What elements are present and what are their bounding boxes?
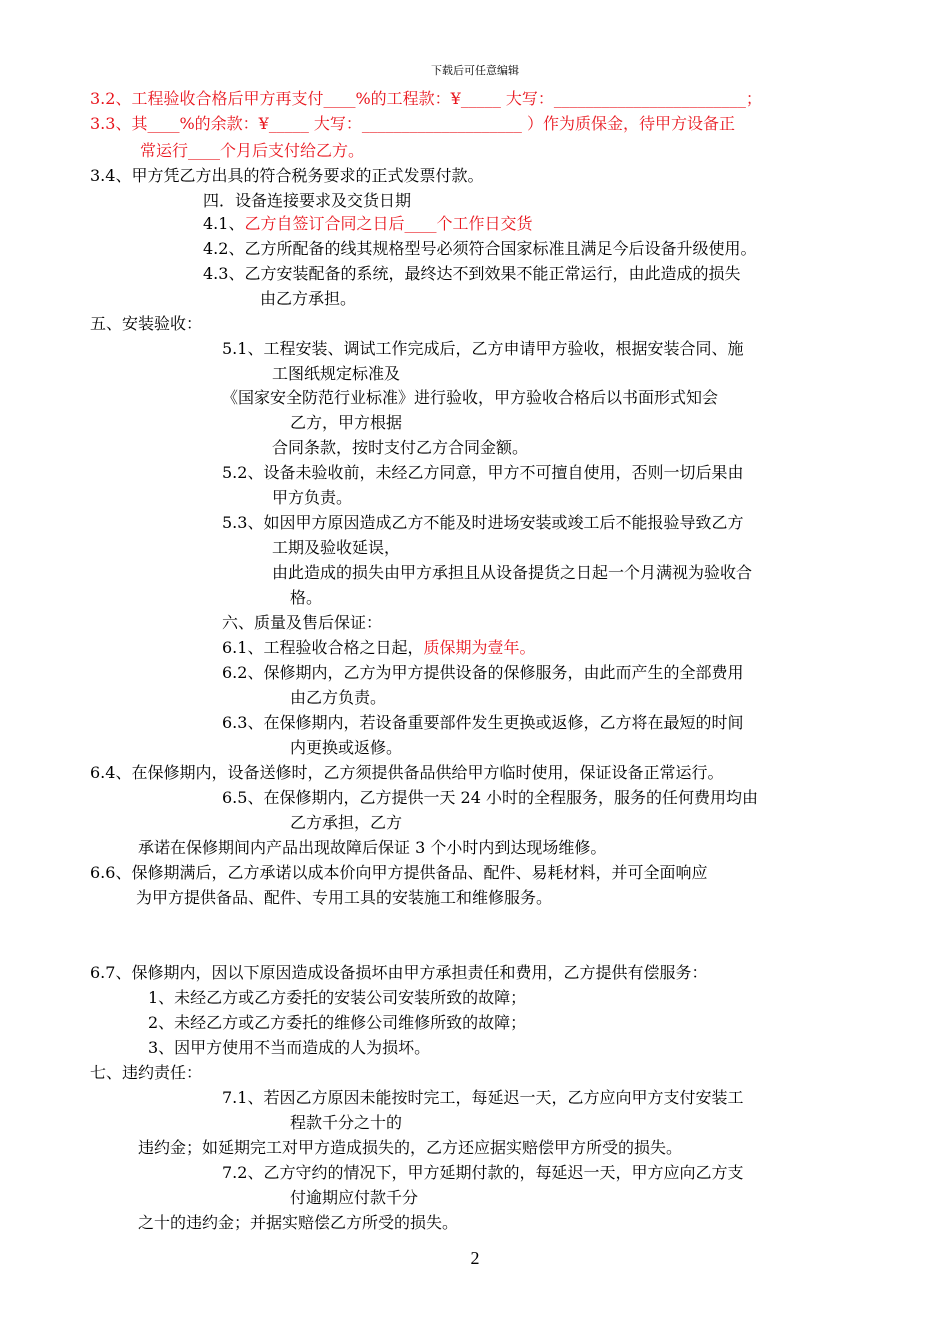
text-line: 四．设备连接要求及交货日期 <box>203 191 412 210</box>
text-line: 付逾期应付款千分 <box>290 1188 419 1207</box>
text-line: 7.1、若因乙方原因未能按时完工，每延迟一天，乙方应向甲方支付安装工 <box>222 1088 744 1107</box>
text-line: 由乙方承担。 <box>260 289 357 308</box>
text-line: 甲方负责。 <box>272 488 353 507</box>
text-line: 6.4、在保修期内，设备送修时，乙方须提供备品供给甲方临时使用，保证设备正常运行。 <box>90 763 724 782</box>
text-line: 6.3、在保修期内，若设备重要部件发生更换或返修，乙方将在最短的时间 <box>222 713 744 732</box>
text-line: 格。 <box>290 588 323 607</box>
text-line: 工图纸规定标准及 <box>272 364 401 383</box>
text-line: 由此造成的损失由甲方承担且从设备提货之日起一个月满视为验收合 <box>272 563 753 582</box>
text-line: 6.2、保修期内，乙方为甲方提供设备的保修服务，由此而产生的全部费用 <box>222 663 744 682</box>
text-line: 2、未经乙方或乙方委托的维修公司维修所致的故障； <box>148 1013 527 1032</box>
text-line: 之十的违约金；并据实赔偿乙方所受的损失。 <box>138 1213 459 1232</box>
text-line: 3、因甲方使用不当而造成的人为损坏。 <box>148 1038 431 1057</box>
text-line: 4.2、乙方所配备的线其规格型号必须符合国家标准且满足今后设备升级使用。 <box>203 239 757 258</box>
text-line: 《国家安全防范行业标准》进行验收，甲方验收合格后以书面形式知会 <box>222 388 719 407</box>
text-line: 5.1、工程安装、调试工作完成后，乙方申请甲方验收，根据安装合同、施 <box>222 339 744 358</box>
text-line: 6.5、在保修期内，乙方提供一天 24 小时的全程服务，服务的任何费用均由 <box>222 788 758 807</box>
text-line: 乙方承担，乙方 <box>290 813 403 832</box>
text-line: 3.4、甲方凭乙方出具的符合税务要求的正式发票付款。 <box>90 166 484 185</box>
page-number: 2 <box>470 1248 480 1268</box>
text-line: 内更换或返修。 <box>290 738 403 757</box>
text-line: 6.7、保修期内，因以下原因造成设备损坏由甲方承担责任和费用，乙方提供有偿服务： <box>90 963 708 982</box>
text-line: 为甲方提供备品、配件、专用工具的安装施工和维修服务。 <box>136 888 553 907</box>
text-line: 常运行____个月后支付给乙方。 <box>140 141 365 160</box>
text-line: 乙方，甲方根据 <box>290 413 403 432</box>
text-line: 5.3、如因甲方原因造成乙方不能及时进场安装或竣工后不能报验导致乙方 <box>222 513 744 532</box>
text-line: 五、安装验收： <box>90 314 203 333</box>
text-line: 违约金；如延期完工对甲方造成损失的，乙方还应据实赔偿甲方所受的损失。 <box>138 1138 683 1157</box>
text-line: 1、未经乙方或乙方委托的安装公司安装所致的故障； <box>148 988 527 1007</box>
text-line: 6.6、保修期满后，乙方承诺以成本价向甲方提供备品、配件、易耗材料，并可全面响应 <box>90 863 708 882</box>
text-line: 3.2、工程验收合格后甲方再支付____%的工程款：¥_____ 大写：________________________； <box>90 89 762 108</box>
text-line: 5.2、设备未验收前，未经乙方同意，甲方不可擅自使用，否则一切后果由 <box>222 463 744 482</box>
text-line: 3.3、其____%的余款：¥_____ 大写：____________________ ）作为质保金，待甲方设备正 <box>90 114 736 133</box>
highlighted-text: 乙方自签订合同之日后____个工作日交货 <box>244 214 533 233</box>
text-line: 合同条款，按时支付乙方合同金额。 <box>272 438 529 457</box>
text-line: 由乙方负责。 <box>290 688 387 707</box>
text-prefix: 4.1、 <box>203 214 245 233</box>
text-line: 六、质量及售后保证： <box>222 613 383 632</box>
text-line: 程款千分之十的 <box>290 1113 403 1132</box>
text-line: 承诺在保修期间内产品出现故障后保证 3 个小时内到达现场维修。 <box>138 838 607 857</box>
text-line: 工期及验收延误， <box>272 538 401 557</box>
text-prefix: 6.1、工程验收合格之日起， <box>222 638 424 657</box>
highlighted-text: 质保期为壹年。 <box>423 638 536 657</box>
text-line: 4.3、乙方安装配备的系统，最终达不到效果不能正常运行，由此造成的损失 <box>203 264 741 283</box>
text-line: 七、违约责任： <box>90 1063 203 1082</box>
page-header: 下载后可任意编辑 <box>431 64 519 77</box>
text-line <box>203 213 532 235</box>
text-line: 7.2、乙方守约的情况下，甲方延期付款的，每延迟一天，甲方应向乙方支 <box>222 1163 744 1182</box>
text-line <box>222 637 535 659</box>
